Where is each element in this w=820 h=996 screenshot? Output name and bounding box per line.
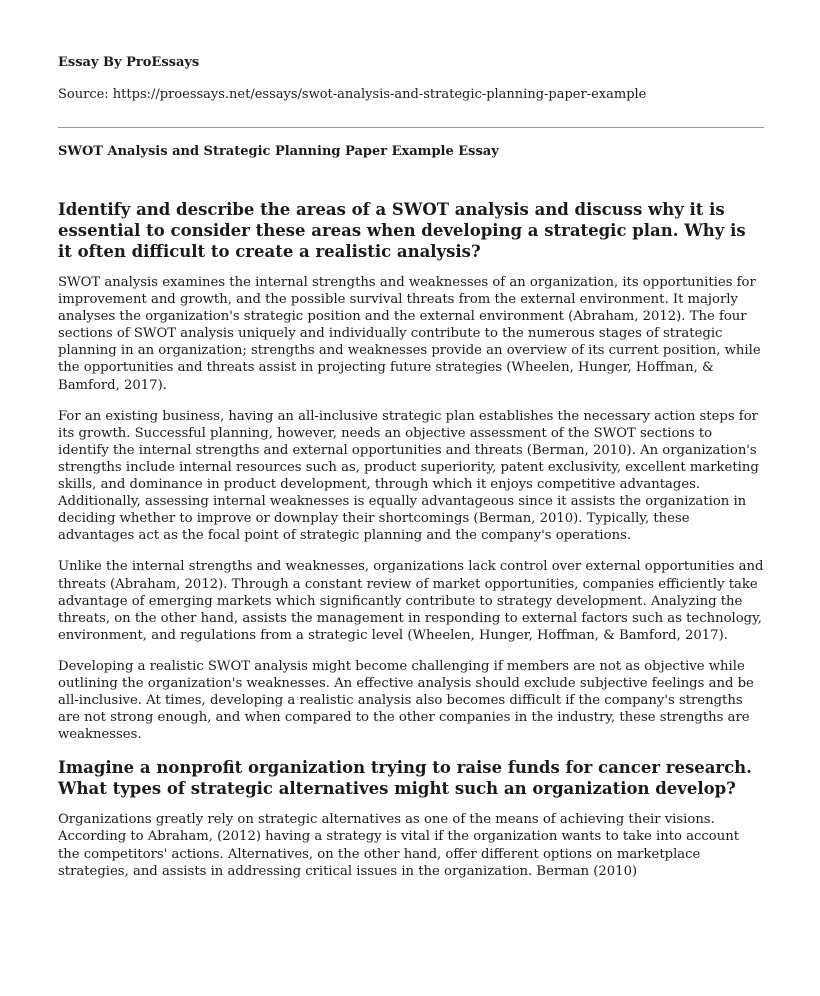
source-line: Source: https://proessays.net/essays/swot-analysis-and-strategic-planning-paper-example <box>58 87 647 102</box>
paragraph: Organizations greatly rely on strategic alternatives as one of the means of achieving their visions. According to Abraham, (2012) having a strategy is vital if the organization wants to take into account the competitors' actions. Alternatives, on the other hand, offer different options on marketplace strategies, and assists in addressing critical issues in the organization. Berman (2010) <box>58 812 739 879</box>
essay-body <box>58 199 764 894</box>
paragraph: SWOT analysis examines the internal strengths and weaknesses of an organization, its opportunities for improvement and growth, and the possible survival threats from the external environment. It majorly analyses the organization's strategic position and the external environment (Abraham, 2012). The four sections of SWOT analysis uniquely and individually contribute to the numerous stages of strategic planning in an organization; strengths and weaknesses provide an overview of its current position, while the opportunities and threats assist in projecting future strategies (Wheelen, Hunger, Hoffman, & Bamford, 2017). <box>58 275 761 393</box>
document-title: SWOT Analysis and Strategic Planning Paper Example Essay <box>58 144 499 159</box>
header-divider <box>58 127 764 128</box>
section-heading: Imagine a nonprofit organization trying to raise funds for cancer research. What types of strategic alternatives might such an organization develop? <box>58 758 752 799</box>
paragraph: Unlike the internal strengths and weaknesses, organizations lack control over external opportunities and threats (Abraham, 2012). Through a constant review of market opportunities, companies efficiently take advantage of emerging markets which significantly contribute to strategy development. Analyzing the threats, on the other hand, assists the management in responding to external factors such as technology, environment, and regulations from a strategic level (Wheelen, Hunger, Hoffman, & Bamford, 2017). <box>58 559 764 643</box>
paragraph: For an existing business, having an all-inclusive strategic plan establishes the necessary action steps for its growth. Successful planning, however, needs an objective assessment of the SWOT sections to identify the internal strengths and external opportunities and threats (Berman, 2010). An organization's strengths include internal resources such as, product superiority, patent exclusivity, excellent marketing skills, and dominance in product development, through which it enjoys competitive advantages. Additionally, assessing internal weaknesses is equally advantageous since it assists the organization in deciding whether to improve or downplay their shortcomings (Berman, 2010). Typically, these advantages act as the focal point of strategic planning and the company's operations. <box>58 408 759 544</box>
section-heading: Identify and describe the areas of a SWOT analysis and discuss why it is essential to consider these areas when developing a strategic plan. Why is it often difficult to create a realistic analysis? <box>58 200 746 261</box>
paragraph: Developing a realistic SWOT analysis might become challenging if members are not as objective while outlining the organization's weaknesses. An effective analysis should exclude subjective feelings and be all-inclusive. At times, developing a realistic analysis also becomes difficult if the company's strengths are not strong enough, and when compared to the other companies in the industry, these strengths are weaknesses. <box>58 658 754 743</box>
author-line: Essay By ProEssays <box>58 55 200 70</box>
